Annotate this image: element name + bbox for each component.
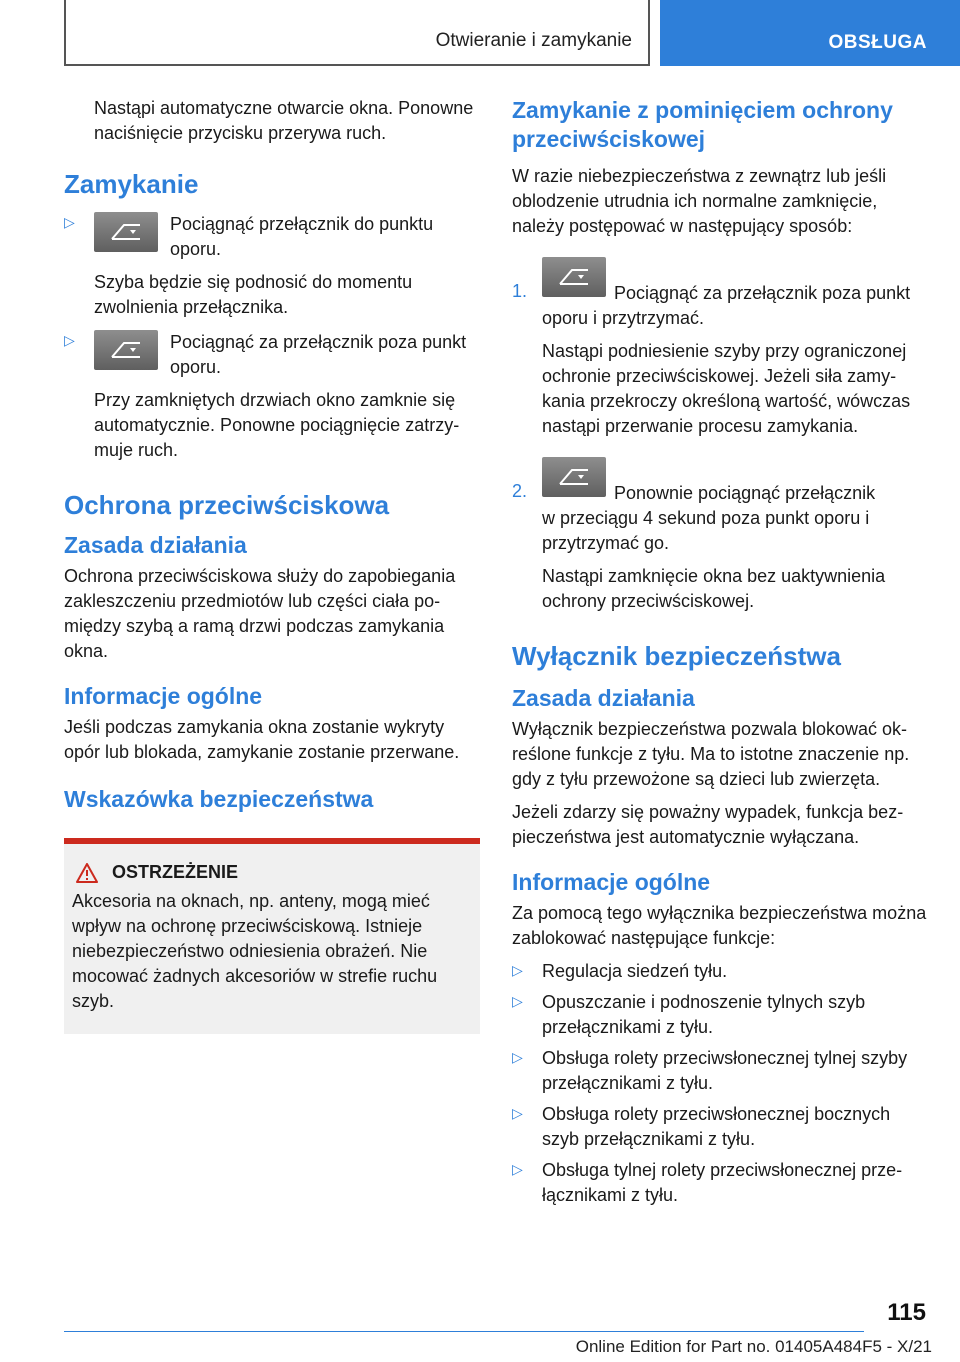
step-number: 1.	[512, 281, 528, 301]
general-info-text: Za pomocą tego wyłącznika bezpieczeństwa można zablokować następujące funkcje:	[512, 903, 927, 948]
bypass-step-2-note: Nastąpi zamknięcie okna bez uaktywnienia ochrony przeciwściskowej.	[542, 566, 886, 611]
bypass-step-1-note: Nastąpi podniesienie szyby przy ograniczonej ochronie przeciwściskowej. Jeżeli siła zamykania przekroczy określoną wartość, wówczas nastąpi przerwanie procesu zamykania.	[542, 341, 911, 436]
window-switch-icon	[542, 457, 606, 497]
window-switch-icon	[542, 257, 606, 297]
chapter-frame	[64, 0, 650, 66]
step-number: 2.	[512, 481, 528, 501]
list-item: ▷ Regulacja siedzeń tyłu.	[512, 961, 728, 981]
blocked-functions-list	[512, 959, 928, 1208]
list-item: ▷ Obsługa rolety przeciwsłonecznej tylnej szyby przełącznikami z tyłu.	[512, 1048, 908, 1093]
triangle-right-icon: ▷	[512, 1161, 523, 1177]
footer-divider	[64, 1331, 864, 1332]
footer-edition: Online Edition for Part no. 01405A484F5 - X/21	[575, 1337, 932, 1356]
window-switch-icon	[94, 212, 158, 252]
safety-note-heading: Wskazówka bezpieczeństwa	[64, 786, 374, 812]
closing-step-1	[64, 212, 480, 262]
closing-step-2-note: Przy zamkniętych drzwiach okno zamknie się automatycznie. Ponowne pociągnięcie zatrzymuje ruch.	[94, 390, 460, 460]
bypass-step-2-line-1: Ponownie pociągnąć przełącznik	[614, 483, 876, 503]
warning-triangle-icon	[76, 863, 98, 883]
principle-heading: Zasada działania	[512, 685, 695, 711]
safety-switch-heading: Wyłącznik bezpieczeństwa	[512, 641, 841, 671]
closing-step-2-text: Pociągnąć za przełącznik poza punkt oporu.	[170, 332, 467, 377]
left-column	[64, 96, 480, 1034]
page-header	[0, 0, 960, 66]
right-column	[512, 96, 928, 1214]
closing-heading: Zamykanie	[64, 169, 199, 199]
general-info-text: Jeśli podczas zamykania okna zostanie wykryty opór lub blokada, zamykanie zostanie przerwane.	[64, 717, 460, 762]
bypass-heading: Zamykanie z pominięciem ochrony przeciwściskowej	[512, 97, 893, 152]
page-number: 115	[887, 1299, 926, 1326]
accident-text: Jeżeli zdarzy się poważny wypadek, funkcja bezpieczeństwa jest automatycznie wyłączana.	[512, 802, 904, 847]
list-item: ▷ Obsługa tylnej rolety przeciwsłonecznej przełącznikami z tyłu.	[512, 1160, 903, 1205]
intro-paragraph: Nastąpi automatyczne otwarcie okna. Ponowne naciśnięcie przycisku przerywa ruch.	[94, 98, 474, 143]
window-switch-icon	[94, 330, 158, 370]
closing-step-1-note: Szyba będzie się podnosić do momentu zwolnienia przełącznika.	[94, 272, 413, 317]
chapter-title: Otwieranie i zamykanie	[435, 30, 632, 51]
triangle-right-icon: ▷	[64, 214, 75, 230]
general-info-heading: Informacje ogólne	[64, 683, 263, 709]
closing-step-2	[64, 330, 480, 380]
warning-box	[64, 838, 480, 1034]
principle-text: Wyłącznik bezpieczeństwa pozwala blokować określone funkcje z tyłu. Ma to istotne znaczenie np. gdy z tyłu przewożone są dzieci lub zwierzęta.	[512, 719, 910, 789]
warning-title-row	[72, 862, 470, 883]
bypass-step-2	[512, 457, 928, 556]
principle-text: Ochrona przeciwściskowa służy do zapobiegania zakleszczeniu przedmiotów lub części ciała pomiędzy szybą a ramą drzwi podczas zamykania okna.	[64, 566, 456, 661]
bypass-step-1-line-1: Pociągnąć za przełącznik poza punkt	[614, 283, 911, 303]
general-info-heading: Informacje ogólne	[512, 869, 711, 895]
triangle-right-icon: ▷	[512, 993, 523, 1009]
list-item: ▷ Obsługa rolety przeciwsłonecznej bocznych szyb przełącznikami z tyłu.	[512, 1104, 891, 1149]
closing-step-1-text: Pociągnąć przełącznik do punktu oporu.	[170, 214, 434, 259]
bypass-intro: W razie niebezpieczeństwa z zewnątrz lub jeśli oblodzenie utrudnia ich normalne zamknięcie, należy postępować w następujący sposób:	[512, 166, 887, 236]
section-tab	[660, 0, 960, 66]
list-item: ▷ Opuszczanie i podnoszenie tylnych szyb przełącznikami z tyłu.	[512, 992, 866, 1037]
bypass-step-1-line-2: oporu i przytrzymać.	[542, 308, 705, 328]
section-title: OBSŁUGA	[828, 32, 927, 53]
bypass-step-1	[512, 257, 928, 331]
triangle-right-icon: ▷	[512, 962, 523, 978]
warning-title: OSTRZEŻENIE	[112, 862, 239, 882]
warning-text: Akcesoria na oknach, np. anteny, mogą mieć wpływ na ochronę przeciwściskową. Istnieje niebezpieczeństwo odniesienia obrażeń. Nie mocować żadnych akcesoriów w strefie ruchu szyb.	[72, 891, 438, 1011]
triangle-right-icon: ▷	[64, 332, 75, 348]
principle-heading: Zasada działania	[64, 532, 247, 558]
pinch-protection-heading: Ochrona przeciwściskowa	[64, 490, 390, 520]
bypass-step-2-line-2: w przeciągu 4 sekund poza punkt oporu i przytrzymać go.	[542, 508, 870, 553]
triangle-right-icon: ▷	[512, 1105, 523, 1121]
triangle-right-icon: ▷	[512, 1049, 523, 1065]
